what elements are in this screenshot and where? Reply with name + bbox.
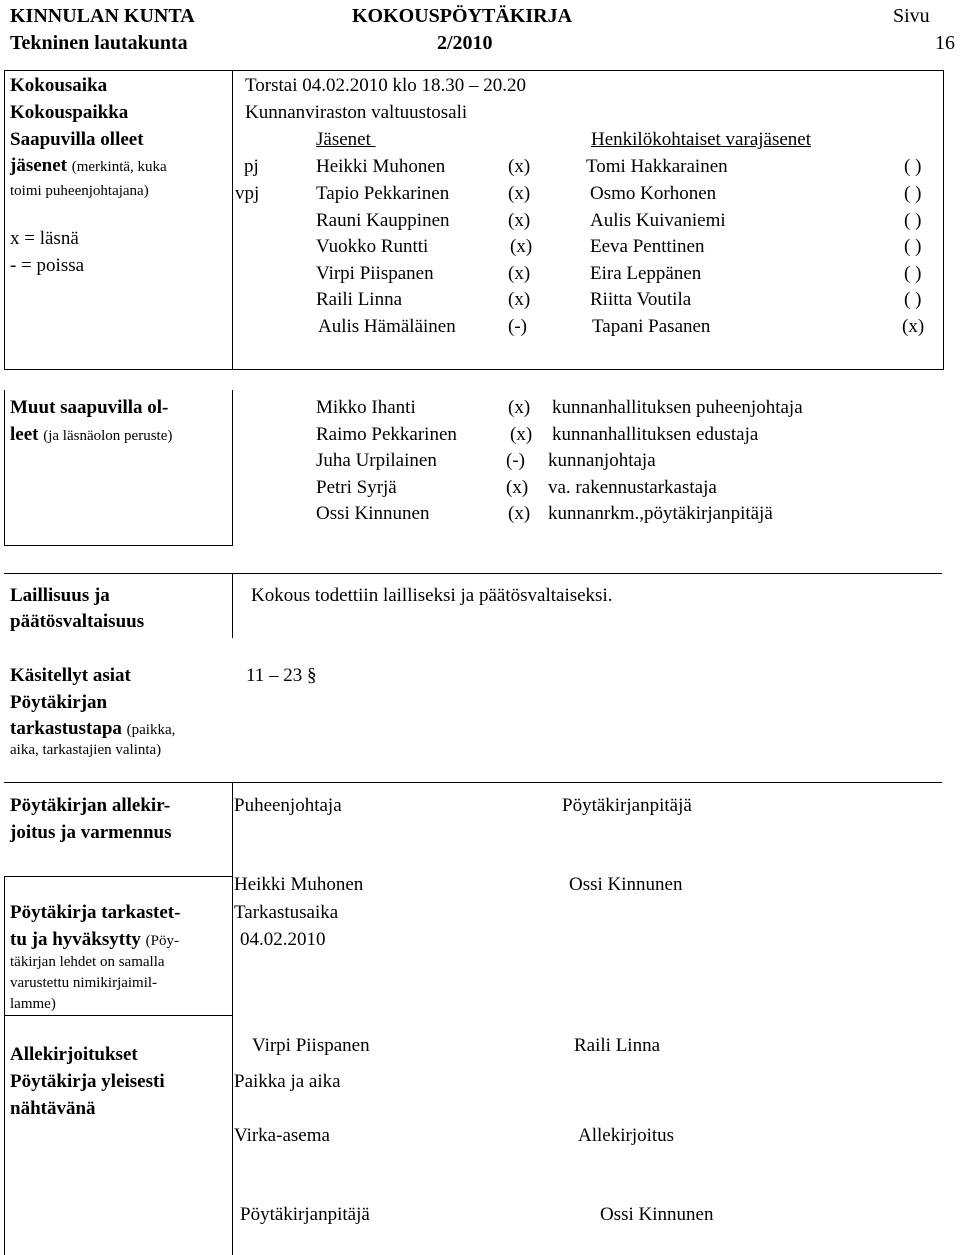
- member-name: Vuokko Runtti: [316, 236, 429, 257]
- legality-label-1: Laillisuus ja: [10, 585, 110, 606]
- chair-title: Puheenjohtaja: [234, 795, 342, 816]
- publication-label-1: Pöytäkirja yleisesti: [10, 1071, 165, 1092]
- place-time-label: Paikka ja aika: [234, 1071, 341, 1092]
- frame-right: [943, 70, 944, 370]
- frame-left: [4, 70, 5, 370]
- frame-bottom: [4, 369, 944, 370]
- signing-label-1: Pöytäkirjan allekir-: [10, 795, 171, 816]
- member-role: pj: [244, 156, 259, 177]
- member-mark: (x): [510, 236, 533, 257]
- deputy-name: Tapani Pasanen: [592, 316, 711, 337]
- deputy-name: Eira Leppänen: [590, 263, 702, 284]
- deputy-name: Riitta Voutila: [590, 289, 692, 310]
- publication-left: [4, 1015, 5, 1255]
- deputies-header: Henkilökohtaiset varajäsenet: [591, 129, 812, 150]
- member-name: Heikki Muhonen: [316, 156, 446, 177]
- section2-left: [4, 390, 5, 545]
- member-role: vpj: [235, 183, 260, 204]
- deputy-name: Osmo Korhonen: [590, 183, 717, 204]
- secretary-title: Pöytäkirjanpitäjä: [562, 795, 692, 816]
- member-name: Tapio Pekkarinen: [316, 183, 450, 204]
- keeper-name: Ossi Kinnunen: [600, 1204, 714, 1225]
- approval-label-1: Pöytäkirja tarkastet-: [10, 902, 181, 923]
- meeting-place-label: Kokouspaikka: [10, 102, 129, 123]
- member-name: Aulis Hämäläinen: [318, 316, 456, 337]
- checker-1: Virpi Piispanen: [252, 1035, 370, 1056]
- approval-mid: [232, 876, 233, 1016]
- other-role: kunnanhallituksen edustaja: [552, 424, 759, 445]
- approval-label-4: varustettu nimikirjaimil-: [10, 975, 158, 991]
- legality-mid: [232, 573, 233, 638]
- signing-label-2: joitus ja varmennus: [10, 822, 172, 843]
- review-label-1: Pöytäkirjan: [10, 692, 108, 713]
- other-role: kunnanhallituksen puheenjohtaja: [552, 397, 803, 418]
- review-time-label: Tarkastusaika: [234, 902, 339, 923]
- member-mark: (x): [508, 210, 531, 231]
- publication-label-2: nähtävänä: [10, 1098, 96, 1119]
- municipality: KINNULAN KUNTA: [10, 5, 195, 27]
- other-role: kunnanjohtaja: [548, 450, 656, 471]
- review-time-value: 04.02.2010: [240, 929, 326, 950]
- meeting-time-value: Torstai 04.02.2010 klo 18.30 – 20.20: [245, 75, 527, 96]
- member-name: Rauni Kauppinen: [316, 210, 450, 231]
- divider-legality: [4, 573, 942, 574]
- items-value: 11 – 23 §: [246, 665, 317, 686]
- member-mark: (x): [508, 156, 531, 177]
- doc-type: KOKOUSPÖYTÄKIRJA: [352, 5, 573, 27]
- other-mark: (x): [508, 503, 531, 524]
- other-mark: (x): [508, 397, 531, 418]
- attendees-label-2: jäsenet (merkintä, kuka: [10, 155, 167, 176]
- position-label: Virka-asema: [234, 1125, 330, 1146]
- others-label-2: leet (ja läsnäolon peruste): [10, 424, 173, 445]
- legality-value: Kokous todettiin lailliseksi ja päätösvaltaiseksi.: [251, 585, 613, 606]
- publication-mid: [232, 1015, 233, 1255]
- meeting-time-label: Kokousaika: [10, 75, 108, 96]
- attendees-label-1: Saapuvilla olleet: [10, 129, 144, 150]
- deputy-name: Eeva Penttinen: [590, 236, 705, 257]
- legality-label-2: päätösvaltaisuus: [10, 611, 145, 632]
- section2-bottom: [4, 545, 233, 546]
- meeting-place-value: Kunnanviraston valtuustosali: [245, 102, 468, 123]
- other-mark: (x): [510, 424, 533, 445]
- deputy-mark: ( ): [904, 156, 922, 177]
- attendees-label-3: toimi puheenjohtajana): [10, 183, 149, 199]
- other-mark: (-): [506, 450, 525, 471]
- member-mark: (-): [508, 316, 527, 337]
- committee: Tekninen lautakunta: [10, 32, 188, 54]
- signature-label: Allekirjoitus: [578, 1125, 675, 1146]
- other-role: kunnanrkm.,pöytäkirjanpitäjä: [548, 503, 773, 524]
- deputy-name: Aulis Kuivaniemi: [590, 210, 726, 231]
- members-header: Jäsenet: [316, 129, 371, 150]
- keeper-title: Pöytäkirjanpitäjä: [240, 1204, 370, 1225]
- other-mark: (x): [506, 477, 529, 498]
- signatures-label: Allekirjoitukset: [10, 1044, 138, 1065]
- deputy-name: Tomi Hakkarainen: [586, 156, 728, 177]
- deputy-mark: (x): [902, 316, 925, 337]
- review-label-3: aika, tarkastajien valinta): [10, 742, 162, 758]
- checker-2: Raili Linna: [574, 1035, 661, 1056]
- signing-mid: [232, 782, 233, 877]
- page-label: Sivu: [893, 5, 930, 27]
- member-mark: (x): [508, 263, 531, 284]
- approval-label-5: lamme): [10, 996, 56, 1012]
- secretary-name: Ossi Kinnunen: [569, 874, 683, 895]
- review-label-2: tarkastustapa (paikka,: [10, 718, 176, 739]
- approval-left: [4, 876, 5, 1016]
- member-name: Raili Linna: [316, 289, 403, 310]
- section2-mid: [232, 390, 233, 545]
- other-name: Petri Syrjä: [316, 477, 397, 498]
- deputy-mark: ( ): [904, 289, 922, 310]
- approval-label-2: tu ja hyväksytty (Pöy-: [10, 929, 179, 950]
- deputy-mark: ( ): [904, 236, 922, 257]
- other-name: Ossi Kinnunen: [316, 503, 430, 524]
- deputy-mark: ( ): [904, 183, 922, 204]
- deputy-mark: ( ): [904, 263, 922, 284]
- legend-present: x = läsnä: [10, 228, 79, 249]
- divider-publication: [4, 1015, 233, 1016]
- approval-label-3: täkirjan lehdet on samalla: [10, 954, 165, 970]
- other-name: Juha Urpilainen: [316, 450, 437, 471]
- other-name: Mikko Ihanti: [316, 397, 416, 418]
- legend-absent: - = poissa: [10, 255, 85, 276]
- other-role: va. rakennustarkastaja: [548, 477, 717, 498]
- frame-mid: [232, 70, 233, 370]
- member-name: Virpi Piispanen: [316, 263, 434, 284]
- member-mark: (x): [508, 183, 531, 204]
- minutes-number: 2/2010: [437, 32, 493, 54]
- divider-approval: [4, 876, 233, 877]
- others-label-1: Muut saapuvilla ol-: [10, 397, 169, 418]
- chair-name: Heikki Muhonen: [234, 874, 364, 895]
- deputy-mark: ( ): [904, 210, 922, 231]
- other-name: Raimo Pekkarinen: [316, 424, 457, 445]
- divider-signing: [4, 782, 942, 783]
- page-number: 16: [935, 32, 955, 54]
- items-label: Käsitellyt asiat: [10, 665, 131, 686]
- member-mark: (x): [508, 289, 531, 310]
- frame-top: [4, 70, 944, 71]
